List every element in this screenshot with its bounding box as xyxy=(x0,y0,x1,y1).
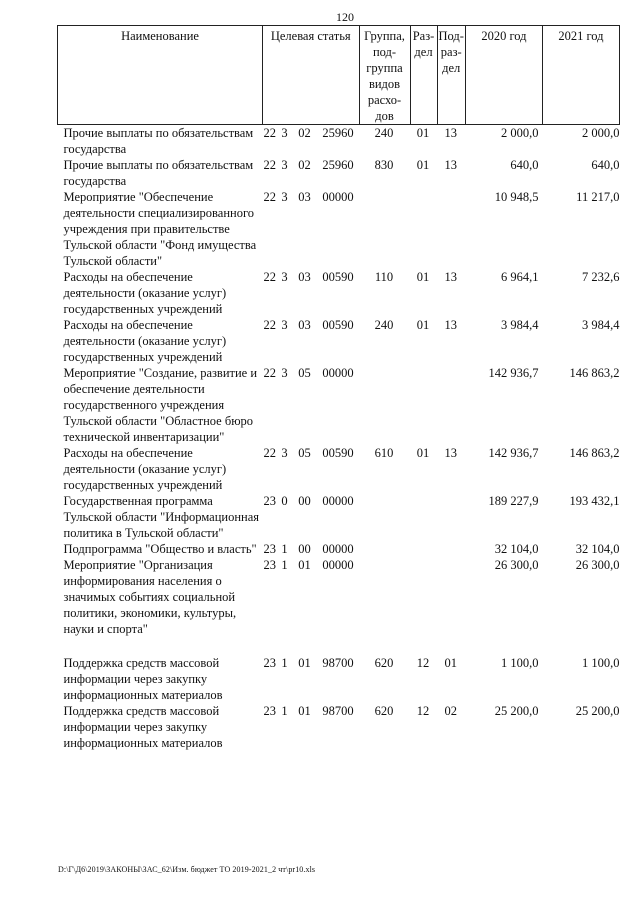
row-group-code: 110 xyxy=(374,270,394,284)
row-group-code: 240 xyxy=(374,126,394,140)
row-target-code-d: 00590 xyxy=(322,270,354,284)
row-target-code-d: 25960 xyxy=(322,126,354,140)
row-podrazdel-code xyxy=(437,557,465,637)
table-row xyxy=(58,189,620,269)
row-target-code-c: 03 xyxy=(298,270,311,284)
page-number: 120 xyxy=(336,10,354,24)
table-row xyxy=(58,365,620,445)
header-group-line: под- xyxy=(372,45,397,59)
row-target-code-d: 00000 xyxy=(322,558,354,572)
table-row xyxy=(58,157,620,189)
row-target-code-c: 05 xyxy=(298,366,311,380)
row-target-code-b: 0 xyxy=(281,494,288,508)
budget-table xyxy=(57,25,620,751)
row-group-code: 620 xyxy=(374,704,394,718)
row-target-code-c: 03 xyxy=(298,190,311,204)
header-podrazdel-line: Под- xyxy=(438,29,464,43)
table-row xyxy=(58,541,620,557)
header-group-line: видов xyxy=(368,77,401,91)
row-amount-2021: 1 100,0 xyxy=(581,656,620,670)
row-group-code xyxy=(359,541,410,557)
header-razdel xyxy=(410,26,437,125)
row-target-code-c: 00 xyxy=(298,494,311,508)
row-amount-2020: 10 948,5 xyxy=(494,190,539,204)
row-amount-2020: 32 104,0 xyxy=(494,542,539,556)
row-target-code-b: 1 xyxy=(281,704,288,718)
row-amount-2021: 25 200,0 xyxy=(575,704,620,718)
row-amount-2020: 142 936,7 xyxy=(488,366,539,380)
row-amount-2021: 146 863,2 xyxy=(569,366,620,380)
row-amount-2021: 3 984,4 xyxy=(581,318,620,332)
row-group-code: 610 xyxy=(374,446,394,460)
row-name: Подпрограмма "Общество и власть" xyxy=(63,542,257,556)
row-group-code xyxy=(359,189,410,269)
row-amount-2020: 6 964,1 xyxy=(500,270,539,284)
row-target-code-d: 25960 xyxy=(322,158,354,172)
row-amount-2020: 3 984,4 xyxy=(500,318,539,332)
row-target-code-c: 02 xyxy=(298,126,311,140)
row-group-code: 620 xyxy=(374,656,394,670)
row-target-code-d: 00000 xyxy=(322,494,354,508)
row-amount-2020: 189 227,9 xyxy=(488,494,539,508)
row-amount-2021: 11 217,0 xyxy=(576,190,620,204)
row-podrazdel-code: 01 xyxy=(444,656,457,670)
row-razdel-code: 12 xyxy=(416,704,430,718)
header-group-line: группа xyxy=(366,61,403,75)
table-row xyxy=(58,269,620,317)
row-amount-2020: 2 000,0 xyxy=(500,126,539,140)
row-target-code-c: 01 xyxy=(298,656,311,670)
row-razdel-code xyxy=(410,541,437,557)
row-target-code-b: 3 xyxy=(281,126,288,140)
spacer-cell xyxy=(58,637,620,655)
row-razdel-code xyxy=(410,557,437,637)
table-row xyxy=(58,317,620,365)
row-target-code-a: 23 xyxy=(263,542,276,556)
table-body xyxy=(58,125,620,752)
row-podrazdel-code xyxy=(437,189,465,269)
row-amount-2020: 640,0 xyxy=(510,158,539,172)
row-name: Поддержка средств массовой информации через закупку информационных материалов xyxy=(63,656,223,702)
row-name: Государственная программа Тульской области "Информационная политика в Тульской области" xyxy=(63,494,260,540)
header-year-2020: 2020 год xyxy=(465,26,542,125)
row-amount-2020: 25 200,0 xyxy=(494,704,539,718)
row-amount-2020: 142 936,7 xyxy=(488,446,539,460)
row-name: Мероприятие "Обеспечение деятельности специализированного учреждения при правительстве Тульской области "Фонд имущества Тульской области" xyxy=(63,190,257,268)
header-group xyxy=(359,26,410,125)
row-razdel-code: 01 xyxy=(416,270,430,284)
row-target-code-a: 23 xyxy=(263,704,276,718)
row-target-code-d: 00590 xyxy=(322,446,354,460)
row-target-code-c: 05 xyxy=(298,446,311,460)
row-target-code-d: 98700 xyxy=(322,656,354,670)
row-target-code-d: 00000 xyxy=(322,542,354,556)
header-group-line: дов xyxy=(375,109,394,123)
row-razdel-code: 01 xyxy=(416,318,430,332)
row-target-code-d: 98700 xyxy=(322,704,354,718)
row-podrazdel-code xyxy=(437,541,465,557)
table-row xyxy=(58,557,620,637)
row-amount-2020: 1 100,0 xyxy=(500,656,539,670)
header-podrazdel xyxy=(437,26,465,125)
table-row xyxy=(58,703,620,751)
row-amount-2020: 26 300,0 xyxy=(494,558,539,572)
row-target-code-a: 22 xyxy=(263,318,276,332)
row-target-code-a: 23 xyxy=(263,558,276,572)
row-name: Поддержка средств массовой информации через закупку информационных материалов xyxy=(63,704,223,750)
row-razdel-code xyxy=(410,365,437,445)
table-header-row xyxy=(58,26,620,125)
row-podrazdel-code: 13 xyxy=(444,158,457,172)
row-target-code-c: 00 xyxy=(298,542,311,556)
row-podrazdel-code: 02 xyxy=(444,704,457,718)
row-name: Мероприятие "Организация информирования населения о значимых событиях социальной политики, экономики, культуры, науки и спорта" xyxy=(63,558,237,636)
row-group-code: 240 xyxy=(374,318,394,332)
row-name: Прочие выплаты по обязательствам государства xyxy=(63,158,254,188)
row-target-code-b: 3 xyxy=(281,190,288,204)
table-row xyxy=(58,125,620,158)
header-podrazdel-line: дел xyxy=(442,61,461,75)
table-row xyxy=(58,493,620,541)
header-group-line: расхо- xyxy=(367,93,402,107)
spacer-row xyxy=(58,637,620,655)
file-path-footer: D:\Г\Д6\2019\ЗАКОНЫ\ЗАС_62\Изм. бюджет ТО 2019-2021_2 чт\pr10.xls xyxy=(58,865,316,874)
row-target-code-b: 3 xyxy=(281,366,288,380)
row-target-code-a: 23 xyxy=(263,656,276,670)
row-target-code-b: 1 xyxy=(281,558,288,572)
row-target-code-b: 1 xyxy=(281,656,288,670)
row-amount-2021: 640,0 xyxy=(591,158,620,172)
row-target-code-c: 01 xyxy=(298,704,311,718)
row-target-code-b: 3 xyxy=(281,270,288,284)
row-target-code-a: 22 xyxy=(263,366,276,380)
row-razdel-code xyxy=(410,189,437,269)
header-razdel-line: дел xyxy=(414,45,433,59)
row-target-code-a: 22 xyxy=(263,446,276,460)
row-name: Расходы на обеспечение деятельности (оказание услуг) государственных учреждений xyxy=(63,446,227,492)
row-razdel-code xyxy=(410,493,437,541)
row-razdel-code: 01 xyxy=(416,446,430,460)
row-group-code xyxy=(359,365,410,445)
row-razdel-code: 01 xyxy=(416,158,430,172)
row-amount-2021: 146 863,2 xyxy=(569,446,620,460)
row-name: Расходы на обеспечение деятельности (оказание услуг) государственных учреждений xyxy=(63,318,227,364)
row-podrazdel-code xyxy=(437,365,465,445)
row-name: Мероприятие "Создание, развитие и обеспечение деятельности государственного учреждения Тульской области "Областное бюро технической инвентаризации" xyxy=(63,366,258,444)
header-name: Наименование xyxy=(58,26,263,125)
row-amount-2021: 193 432,1 xyxy=(569,494,620,508)
row-target-code-d: 00000 xyxy=(322,366,354,380)
row-target-code-c: 03 xyxy=(298,318,311,332)
table-row xyxy=(58,445,620,493)
header-year-2021: 2021 год xyxy=(542,26,619,125)
row-podrazdel-code: 13 xyxy=(444,318,457,332)
row-target-code-a: 22 xyxy=(263,126,276,140)
row-target-code-b: 3 xyxy=(281,158,288,172)
row-razdel-code: 01 xyxy=(416,126,430,140)
row-target-code-b: 1 xyxy=(281,542,288,556)
row-group-code xyxy=(359,557,410,637)
row-razdel-code: 12 xyxy=(416,656,430,670)
row-target-code-a: 22 xyxy=(263,270,276,284)
row-podrazdel-code: 13 xyxy=(444,446,457,460)
row-target-code-c: 01 xyxy=(298,558,311,572)
row-target-code-a: 22 xyxy=(263,158,276,172)
row-amount-2021: 32 104,0 xyxy=(575,542,620,556)
header-razdel-line: Раз- xyxy=(412,29,435,43)
row-group-code: 830 xyxy=(374,158,394,172)
row-name: Расходы на обеспечение деятельности (оказание услуг) государственных учреждений xyxy=(63,270,227,316)
row-podrazdel-code: 13 xyxy=(444,126,457,140)
row-podrazdel-code xyxy=(437,493,465,541)
row-target-code-a: 22 xyxy=(263,190,276,204)
header-podrazdel-line: раз- xyxy=(440,45,462,59)
header-group-line: Группа, xyxy=(364,29,405,43)
header-target-article: Целевая статья xyxy=(263,26,360,125)
row-target-code-b: 3 xyxy=(281,318,288,332)
row-amount-2021: 2 000,0 xyxy=(581,126,620,140)
row-group-code xyxy=(359,493,410,541)
row-name: Прочие выплаты по обязательствам государства xyxy=(63,126,254,156)
row-target-code-d: 00590 xyxy=(322,318,354,332)
row-target-code-a: 23 xyxy=(263,494,276,508)
row-target-code-b: 3 xyxy=(281,446,288,460)
row-podrazdel-code: 13 xyxy=(444,270,457,284)
row-target-code-c: 02 xyxy=(298,158,311,172)
row-amount-2021: 7 232,6 xyxy=(581,270,620,284)
row-target-code-d: 00000 xyxy=(322,190,354,204)
row-amount-2021: 26 300,0 xyxy=(575,558,620,572)
table-row xyxy=(58,655,620,703)
